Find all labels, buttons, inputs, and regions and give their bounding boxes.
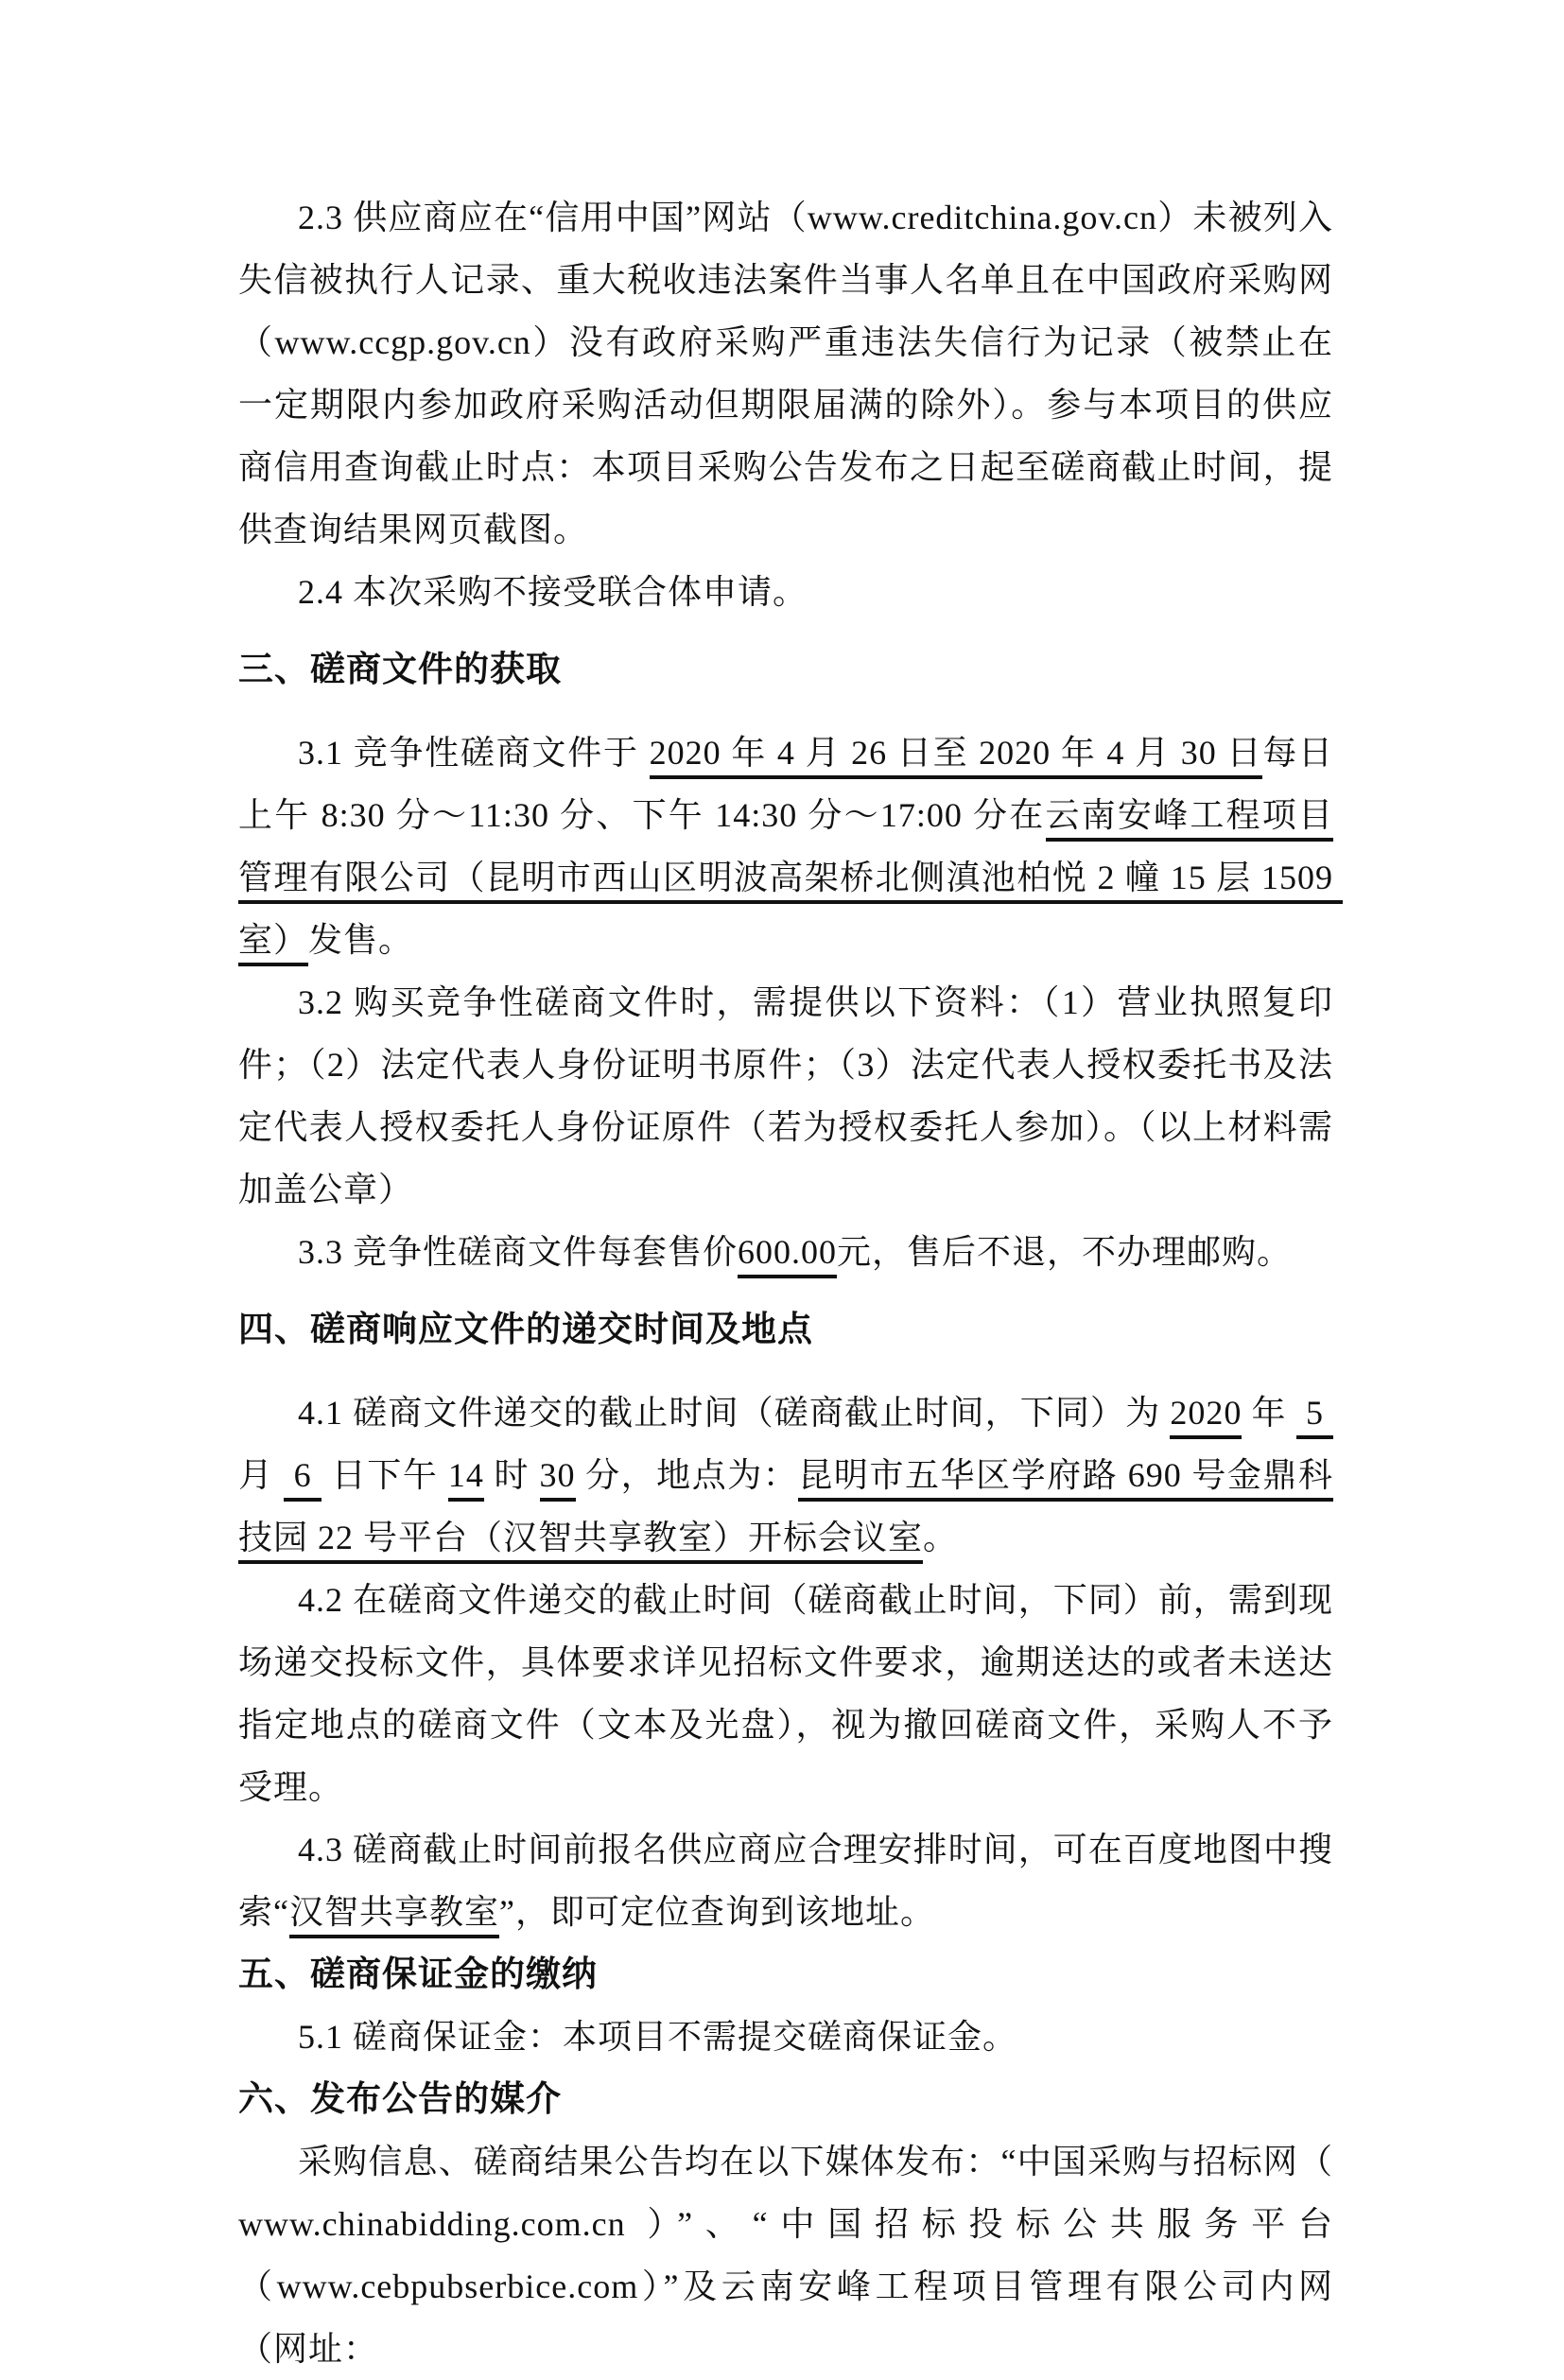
underlined-text-run: 汉智共享教室: [289, 1893, 499, 1938]
document-content: [238, 186, 1343, 2380]
underlined-text-run: 2020: [1170, 1394, 1242, 1439]
text-run: 3.3 竞争性磋商文件每套售价: [298, 1233, 739, 1271]
text-run: 3.2 购买竞争性磋商文件时，需提供以下资料：（1）营业执照复印件；（2）法定代表人身份证明书原件；（3）法定代表人授权委托书及法定代表人授权委托人身份证原件（若为授权委托人参加）。（以上材料需加盖公章）: [238, 983, 1333, 1208]
underlined-text-run: 2020 年 4 月 26 日至 2020 年 4 月 30 日: [650, 734, 1263, 779]
para-3-1-document-sale: [238, 721, 1343, 971]
para-3-3-document-price: [238, 1221, 1333, 1283]
heading-section-4: [238, 1298, 1333, 1361]
para-2-3-credit-check: [238, 186, 1333, 561]
text-run: 元，售后不退，不办理邮购。: [837, 1233, 1293, 1271]
text-run: 六、发布公告的媒介: [238, 2079, 562, 2118]
heading-section-5: [238, 1943, 1333, 2006]
para-5-1-no-deposit: [238, 2006, 1333, 2068]
text-run: 五、磋商保证金的缴纳: [238, 1954, 598, 1993]
para-3-2-required-materials: [238, 971, 1333, 1221]
para-4-3-map-search: [238, 1818, 1333, 1943]
underlined-text-run: 5: [1296, 1394, 1333, 1439]
underlined-text-run: 30: [540, 1456, 576, 1502]
text-run: 每日上午 8:30 分～11:30 分、下午 14:30 分～17:00 分在: [238, 734, 1333, 834]
text-run: 4.3 磋商截止时间前报名供应商应合理安排时间，可在百度地图中搜索“: [238, 1831, 1333, 1931]
underlined-text-run: 14: [448, 1456, 484, 1502]
text-run: 3.1 竞争性磋商文件于: [298, 734, 650, 772]
para-6-1-announcement-media: [238, 2130, 1343, 2380]
para-4-1-deadline-location: [238, 1381, 1343, 1569]
text-run: 四、磋商响应文件的递交时间及地点: [238, 1310, 813, 1348]
text-run: 年: [1242, 1394, 1296, 1432]
text-run: 4.2 在磋商文件递交的截止时间（磋商截止时间，下同）前，需到现场递交投标文件，具体要求详见招标文件要求，逾期送达的或者未送达指定地点的磋商文件（文本及光盘），视为撤回磋商文件，采购人不予受理。: [238, 1581, 1333, 1806]
text-run: 。: [923, 1519, 959, 1556]
text-run: 4.1 磋商文件递交的截止时间（磋商截止时间，下同）为: [298, 1394, 1171, 1432]
underlined-text-run: 6: [284, 1456, 321, 1502]
text-run: 三、磋商文件的获取: [238, 650, 562, 688]
text-run: 分，地点为：: [575, 1456, 799, 1494]
para-4-2-onsite-submission: [238, 1569, 1333, 1818]
text-run: 采购信息、磋商结果公告均在以下媒体发布：“中国采购与招标网（ www.chinabidding.com.cn ）”、“中国招标投标公共服务平台（www.cebpubserbice.com）”及云南安峰工程项目管理有限公司内网（网址：: [238, 2143, 1343, 2368]
para-2-4-no-consortium: [238, 561, 1333, 623]
text-run: 发售。: [308, 921, 414, 959]
underlined-text-run: 昆明市五华区学府路 690 号金鼎科技园 22 号平台（汉智共享教室）开标会议室: [238, 1456, 1333, 1564]
heading-section-6: [238, 2068, 1333, 2130]
heading-section-3: [238, 638, 1333, 701]
text-run: 时: [483, 1456, 540, 1494]
text-run: 日下午: [321, 1456, 448, 1494]
text-run: 2.3 供应商应在“信用中国”网站（www.creditchina.gov.cn）未被列入失信被执行人记录、重大税收违法案件当事人名单且在中国政府采购网（www.ccgp.gov.cn）没有政府采购严重违法失信行为记录（被禁止在一定期限内参加政府采购活动但期限届满的除外）。参与本项目的供应商信用查询截止时点：本项目采购公告发布之日起至磋商截止时间，提供查询结果网页截图。: [238, 199, 1333, 548]
underlined-text-run: 600.00: [738, 1233, 837, 1278]
text-run: 月: [238, 1394, 1343, 1494]
text-run: ”，即可定位查询到该地址。: [499, 1893, 935, 1931]
text-run: 2.4 本次采购不接受联合体申请。: [298, 573, 808, 611]
text-run: 5.1 磋商保证金：本项目不需提交磋商保证金。: [298, 2018, 1018, 2056]
underlined-text-run: 云南安峰工程项目管理有限公司（昆明市西山区明波高架桥北侧滇池柏悦 2 幢 15 层 1509 室）: [238, 796, 1343, 966]
